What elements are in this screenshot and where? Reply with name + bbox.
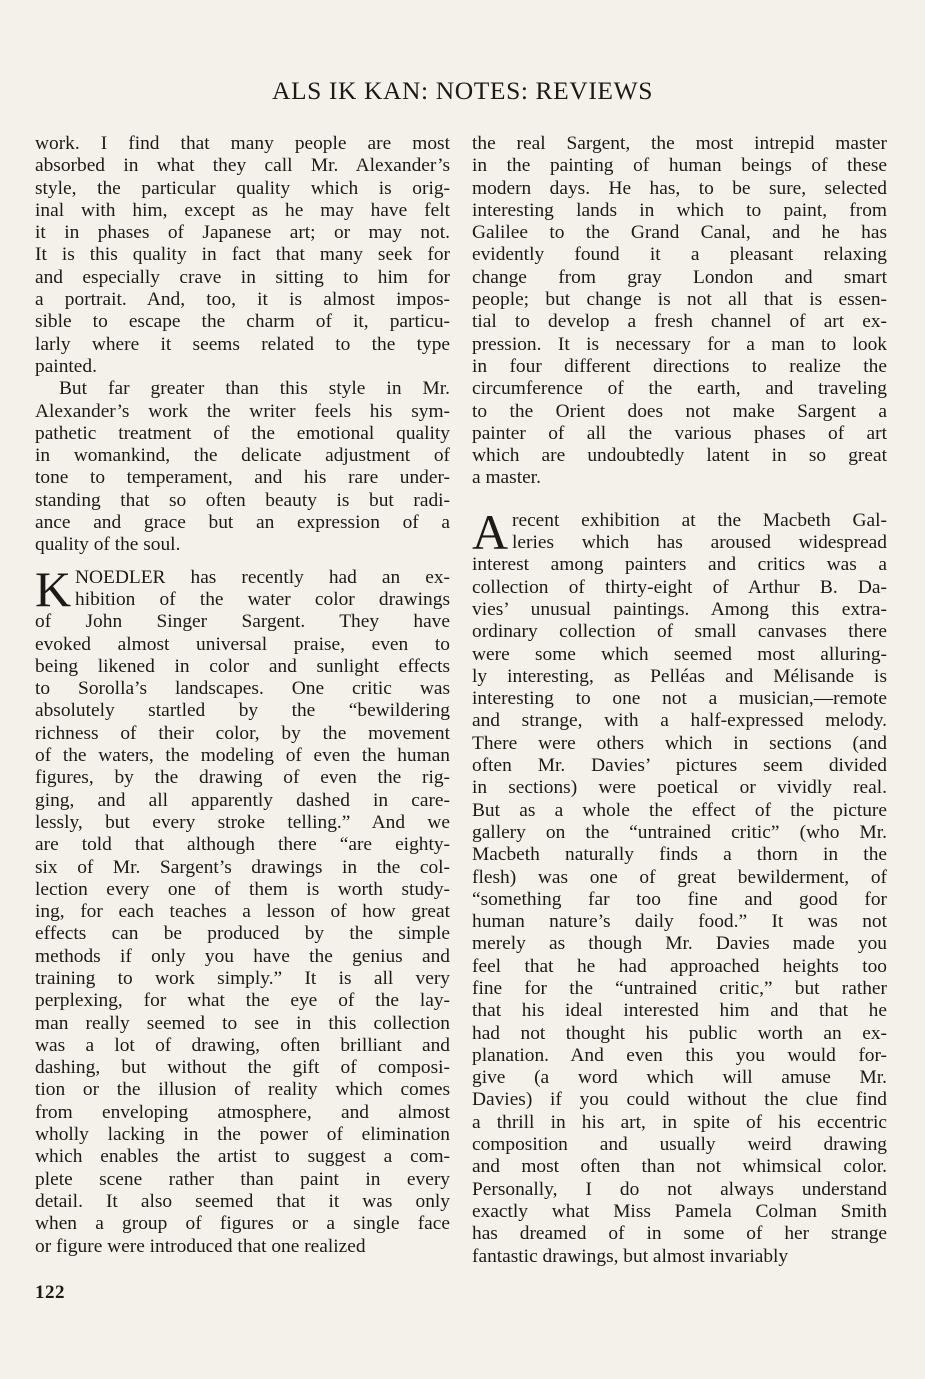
text-line: ly interesting, as Pelléas and Mélisande is <box>472 665 887 687</box>
text-line: ance and grace but an expression of a <box>35 512 450 534</box>
macbeth-section <box>472 503 887 1268</box>
text-line: fine for the “untrained critic,” but rather <box>472 977 887 999</box>
text-line: recent exhibition at the Macbeth Gal- <box>512 509 887 531</box>
text-line: interesting to one not a musician,—remote <box>472 688 887 710</box>
text-line: lection every one of them is worth study- <box>35 878 450 900</box>
text-line: effects can be produced by the simple <box>35 923 450 945</box>
text-line: of the waters, the modeling of even the human <box>35 745 450 767</box>
text-line: leries which has aroused widespread <box>512 532 887 554</box>
text-line: are told that although there “are eighty- <box>35 834 450 856</box>
text-line: man really seemed to see in this collection <box>35 1012 450 1034</box>
left-paragraph-1 <box>35 133 450 378</box>
text-line: from enveloping atmosphere, and almost <box>35 1101 450 1123</box>
text-line: painted. <box>35 355 97 377</box>
text-line: flesh) was one of great bewilderment, of <box>472 866 887 888</box>
text-line: ordinary collection of small canvases there <box>472 621 887 643</box>
text-line: work. I find that many people are most <box>35 133 450 154</box>
text-line: figures, by the drawing of even the rig- <box>35 767 450 789</box>
text-line: merely as though Mr. Davies made you <box>472 933 887 955</box>
text-line: interesting lands in which to paint, from <box>472 199 887 221</box>
text-line: Davies) if you could without the clue find <box>472 1089 887 1111</box>
text-line: lessly, but every stroke telling.” And we <box>35 811 450 833</box>
text-line: Personally, I do not always understand <box>472 1178 887 1200</box>
text-line: the real Sargent, the most intrepid master <box>472 133 887 154</box>
text-line: sible to escape the charm of it, particu- <box>35 311 450 333</box>
text-line: tial to develop a fresh channel of art ex- <box>472 311 887 333</box>
text-line: richness of their color, by the movement <box>35 722 450 744</box>
text-line: people; but change is not all that is essen- <box>472 289 887 311</box>
text-line: Alexander’s work the writer feels his sym- <box>35 400 450 422</box>
drop-cap-k: K <box>35 560 72 617</box>
text-line: But far greater than this style in Mr. <box>59 378 450 400</box>
text-line: in womankind, the delicate adjustment of <box>35 445 450 467</box>
text-line: “something far too fine and good for <box>472 888 887 910</box>
text-line: to the Orient does not make Sargent a <box>472 400 887 422</box>
left-column <box>35 133 450 1258</box>
text-line: planation. And even this you would for- <box>472 1044 887 1066</box>
text-line: Galilee to the Grand Canal, and he has <box>472 222 887 244</box>
drop-cap-a: A <box>472 503 509 560</box>
text-line: There were others which in sections (and <box>472 732 887 754</box>
text-line: absorbed in what they call Mr. Alexander’s <box>35 155 450 177</box>
text-line: which are undoubtedly latent in so great <box>472 445 887 467</box>
text-line: Macbeth naturally finds a thorn in the <box>472 844 887 866</box>
text-line: tone to temperament, and his rare under- <box>35 467 450 489</box>
text-line: wholly lacking in the power of elimination <box>35 1124 450 1146</box>
right-paragraph-1 <box>472 133 887 490</box>
text-line: pathetic treatment of the emotional quality <box>35 422 450 444</box>
left-paragraph-2 <box>35 378 450 556</box>
text-line: often Mr. Davies’ pictures seem divided <box>472 755 887 777</box>
text-line: painter of all the various phases of art <box>472 422 887 444</box>
text-line: was a lot of drawing, often brilliant and <box>35 1034 450 1056</box>
text-line: feel that he had approached heights too <box>472 955 887 977</box>
text-line: when a group of figures or a single face <box>35 1213 450 1235</box>
text-line: inal with him, except as he may have felt <box>35 199 450 221</box>
text-line: exactly what Miss Pamela Colman Smith <box>472 1200 887 1222</box>
text-line: perplexing, for what the eye of the lay- <box>35 990 450 1012</box>
text-line: But as a whole the effect of the picture <box>472 799 887 821</box>
text-line: detail. It also seemed that it was only <box>35 1190 450 1212</box>
text-line: dashing, but without the gift of composi- <box>35 1057 450 1079</box>
text-line: in four different directions to realize the <box>472 355 887 377</box>
text-line: NOEDLER has recently had an ex- <box>75 566 450 588</box>
text-line: fantastic drawings, but almost invariably <box>472 1245 789 1267</box>
text-line: collection of thirty-eight of Arthur B. Da- <box>472 576 887 598</box>
text-line: style, the particular quality which is orig- <box>35 177 450 199</box>
text-line: six of Mr. Sargent’s drawings in the col- <box>35 856 450 878</box>
knoedler-paragraph <box>35 560 450 1258</box>
text-line: to Sorolla’s landscapes. One critic was <box>35 678 450 700</box>
text-line: evoked almost universal praise, even to <box>35 633 450 655</box>
text-line: gallery on the “untrained critic” (who Mr. <box>472 821 887 843</box>
text-line: human nature’s daily food.” It was not <box>472 911 887 933</box>
text-line: has dreamed of in some of her strange <box>472 1223 887 1245</box>
text-line: ing, for each teaches a lesson of how great <box>35 901 450 923</box>
text-line: give (a word which will amuse Mr. <box>472 1067 887 1089</box>
text-line: had not thought his public worth an ex- <box>472 1022 887 1044</box>
text-line: and most often than not whimsical color. <box>472 1156 887 1178</box>
text-line: training to work simply.” It is all very <box>35 967 450 989</box>
text-line: in sections) were poetical or vividly real. <box>472 777 887 799</box>
text-line: larly where it seems related to the type <box>35 333 450 355</box>
text-line: circumference of the earth, and traveling <box>472 378 887 400</box>
text-line: being likened in color and sunlight effects <box>35 655 450 677</box>
text-line: composition and usually weird drawing <box>472 1134 887 1156</box>
text-line: methods if only you have the genius and <box>35 945 450 967</box>
running-head: ALS IK KAN: NOTES: REVIEWS <box>271 76 654 105</box>
text-line: it in phases of Japanese art; or may not. <box>35 222 450 244</box>
text-line: ging, and all apparently dashed in care- <box>35 789 450 811</box>
text-line: modern days. He has, to be sure, selected <box>472 177 887 199</box>
text-line: change from gray London and smart <box>472 266 887 288</box>
right-column <box>472 133 887 1268</box>
text-line: or figure were introduced that one realized <box>35 1235 366 1257</box>
text-line: standing that so often beauty is but radi- <box>35 489 450 511</box>
text-line: were some which seemed most alluring- <box>472 643 887 665</box>
text-line: vies’ unusual paintings. Among this extra- <box>472 598 887 620</box>
text-line: a thrill in his art, in spite of his eccentric <box>472 1111 887 1133</box>
text-line: evidently found it a pleasant relaxing <box>472 244 887 266</box>
text-line: and especially crave in sitting to him for <box>35 266 450 288</box>
text-line: tion or the illusion of reality which comes <box>35 1079 450 1101</box>
macbeth-paragraph <box>472 503 887 1268</box>
text-line: hibition of the water color drawings <box>75 588 450 610</box>
text-line: It is this quality in fact that many seek for <box>35 244 450 266</box>
knoedler-section <box>35 560 450 1258</box>
text-line: a master. <box>472 467 541 489</box>
text-line: pression. It is necessary for a man to look <box>472 333 887 355</box>
text-line: that his ideal interested him and that he <box>472 1000 887 1022</box>
text-line: and strange, with a half-expressed melody. <box>472 710 887 732</box>
text-line: in the painting of human beings of these <box>472 155 887 177</box>
text-line: absolutely startled by the “bewildering <box>35 700 450 722</box>
text-line: of John Singer Sargent. They have <box>35 611 450 633</box>
text-line: interest among painters and critics was a <box>472 554 887 576</box>
page-number: 122 <box>35 1282 65 1303</box>
text-line: quality of the soul. <box>35 534 181 556</box>
text-line: plete scene rather than paint in every <box>35 1168 450 1190</box>
text-line: which enables the artist to suggest a com- <box>35 1146 450 1168</box>
text-line: a portrait. And, too, it is almost impos- <box>35 289 450 311</box>
